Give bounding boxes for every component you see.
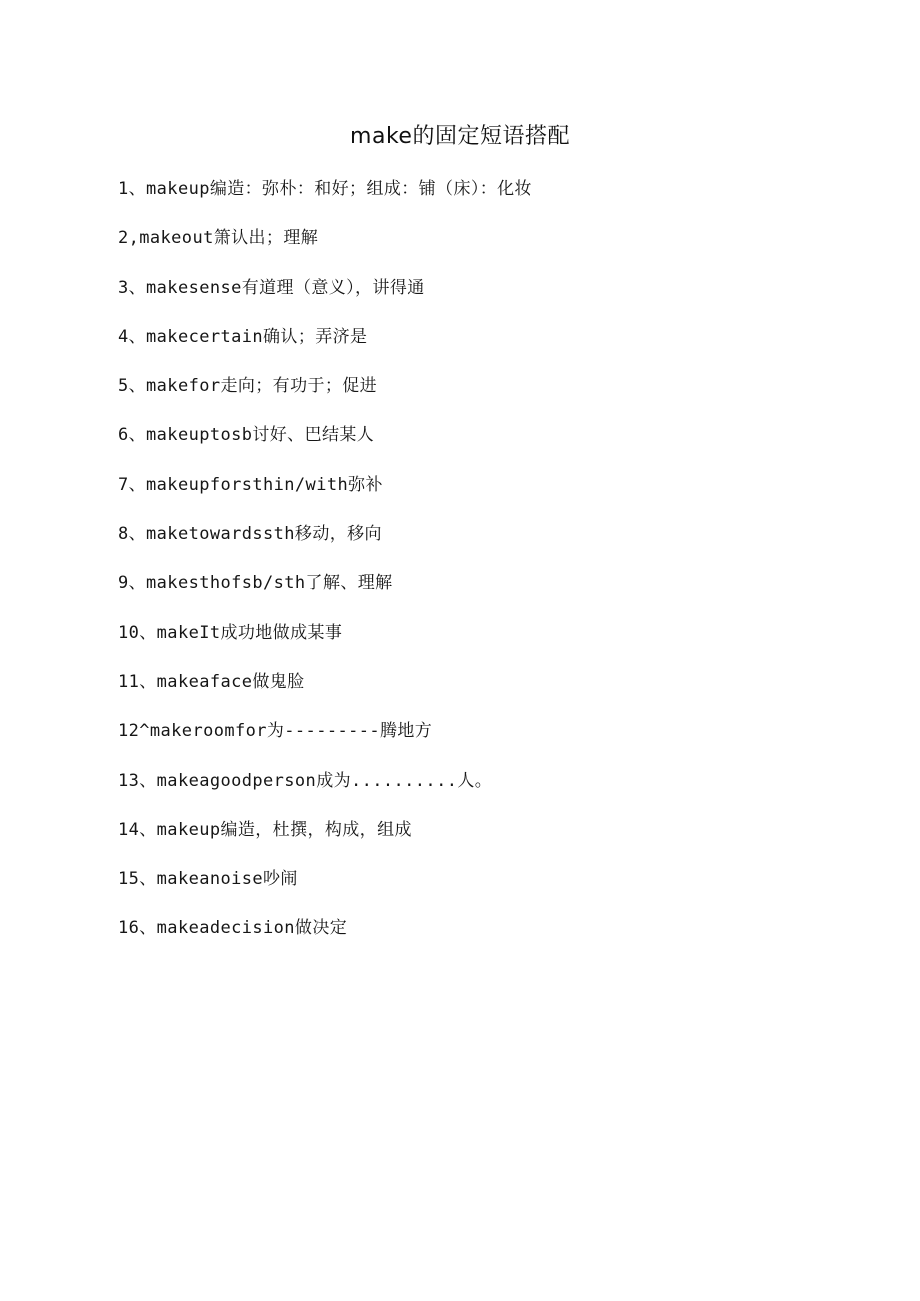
list-item: 12^makeroomfor为---------腾地方: [118, 721, 433, 742]
list-item: 13、makeagoodperson成为..........人。: [118, 770, 493, 791]
list-item: 6、makeuptosb讨好、巴结某人: [118, 425, 375, 446]
list-item: 16、makeadecision做决定: [118, 918, 348, 939]
list-item: 1、makeup编造：弥朴：和好；组成：铺（床）：化妆: [118, 179, 532, 199]
list-item: 15、makeanoise吵闹: [118, 869, 298, 890]
list-item: 3、makesense有道理（意义），讲得通: [118, 277, 425, 298]
list-item: 4、makecertain确认；弄济是: [118, 326, 368, 347]
list-item: 10、makeIt成功地做成某事: [118, 622, 343, 643]
list-item: 11、makeaface做鬼脸: [118, 671, 305, 692]
list-item: 9、makesthofsb/sth了解、理解: [118, 573, 393, 594]
phrase-list: [118, 176, 838, 965]
list-item: 2,makeout箫认出；理解: [118, 228, 319, 249]
list-item: 8、maketowardssth移动，移向: [118, 524, 382, 545]
list-item: 5、makefor走向；有功于；促进: [118, 376, 378, 397]
list-item: 7、makeupforsthin/with弥补: [118, 474, 383, 495]
document-title: make的固定短语搭配: [350, 124, 570, 149]
list-item: 14、makeup编造，杜撰，构成，组成: [118, 819, 412, 840]
